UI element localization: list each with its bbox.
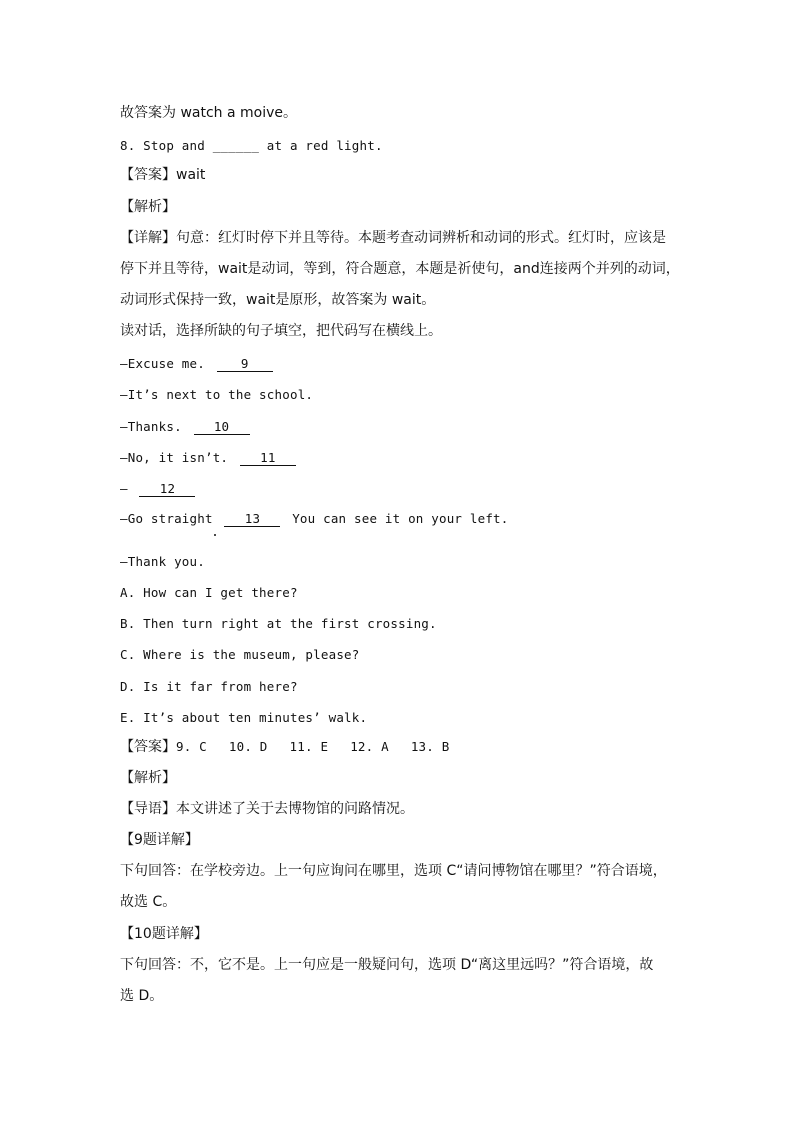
- dialogue-line: [120, 355, 277, 373]
- dialogue-line: —It’s next to the school.: [120, 387, 314, 402]
- answer-blank-12: 12: [139, 482, 195, 497]
- analysis-heading: 【解析】: [120, 770, 176, 786]
- answer-11: 11. E: [289, 739, 329, 754]
- answer-blank-13: 13: [224, 512, 280, 527]
- dialogue-text: —Excuse me.: [120, 356, 205, 371]
- detail-line: 下句回答：在学校旁边。上一句应询问在哪里，选项 C“请问博物馆在哪里？”符合语境，: [120, 863, 667, 879]
- option-d: D. Is it far from here?: [120, 679, 298, 694]
- answer-8: 【答案】wait: [120, 167, 206, 183]
- dialogue-text: —: [120, 481, 128, 496]
- dot-mark: [214, 534, 216, 536]
- dialogue-line: [120, 510, 509, 528]
- detail-line: 【详解】句意：红灯时停下并且等待。本题考查动词辨析和动词的形式。红灯时，应该是: [120, 230, 666, 246]
- dialogue-line: [120, 449, 300, 467]
- detail-line: 动词形式保持一致，wait是原形，故答案为 wait。: [120, 292, 436, 308]
- text-line: 故答案为 watch a moive。: [120, 105, 298, 121]
- detail-line: 故选 C。: [120, 894, 177, 910]
- dialogue-text: —Go straight: [120, 511, 213, 526]
- answer-13: 13. B: [410, 739, 450, 754]
- dialogue-line: [120, 480, 199, 498]
- detail-line: 选 D。: [120, 988, 164, 1004]
- guide-text: 【导语】本文讲述了关于去博物馆的问路情况。: [120, 801, 414, 817]
- answer-9: 9. C: [176, 739, 207, 754]
- answers-label: 【答案】: [120, 739, 176, 755]
- detail-line: 下句回答：不，它不是。上一句应是一般疑问句，选项 D“离这里远吗？”符合语境，故: [120, 957, 654, 973]
- option-e: E. It’s about ten minutes’ walk.: [120, 710, 368, 725]
- option-c: C. Where is the museum, please?: [120, 647, 360, 662]
- detail-heading-9: 【9题详解】: [120, 832, 199, 848]
- detail-line: 停下并且等待，wait是动词，等到，符合题意，本题是祈使句，and连接两个并列的动词，: [120, 261, 680, 277]
- detail-heading-10: 【10题详解】: [120, 926, 208, 942]
- dialogue-line: [120, 418, 254, 436]
- dialogue-text: —No, it isn’t.: [120, 450, 229, 465]
- answers-line: [120, 738, 449, 757]
- instruction: 读对话，选择所缺的句子填空，把代码写在横线上。: [120, 323, 442, 339]
- dialogue-text: You can see it on your left.: [292, 511, 509, 526]
- dialogue-text: —Thanks.: [120, 419, 182, 434]
- analysis-heading: 【解析】: [120, 199, 176, 215]
- dialogue-line: —Thank you.: [120, 554, 205, 569]
- answer-blank-10: 10: [194, 420, 250, 435]
- answer-blank-9: 9: [217, 357, 273, 372]
- answer-10: 10. D: [228, 739, 268, 754]
- answer-blank-11: 11: [240, 451, 296, 466]
- question-8: 8. Stop and ______ at a red light.: [120, 138, 383, 153]
- option-b: B. Then turn right at the first crossing.: [120, 616, 437, 631]
- option-a: A. How can I get there?: [120, 585, 298, 600]
- answer-12: 12. A: [350, 739, 389, 754]
